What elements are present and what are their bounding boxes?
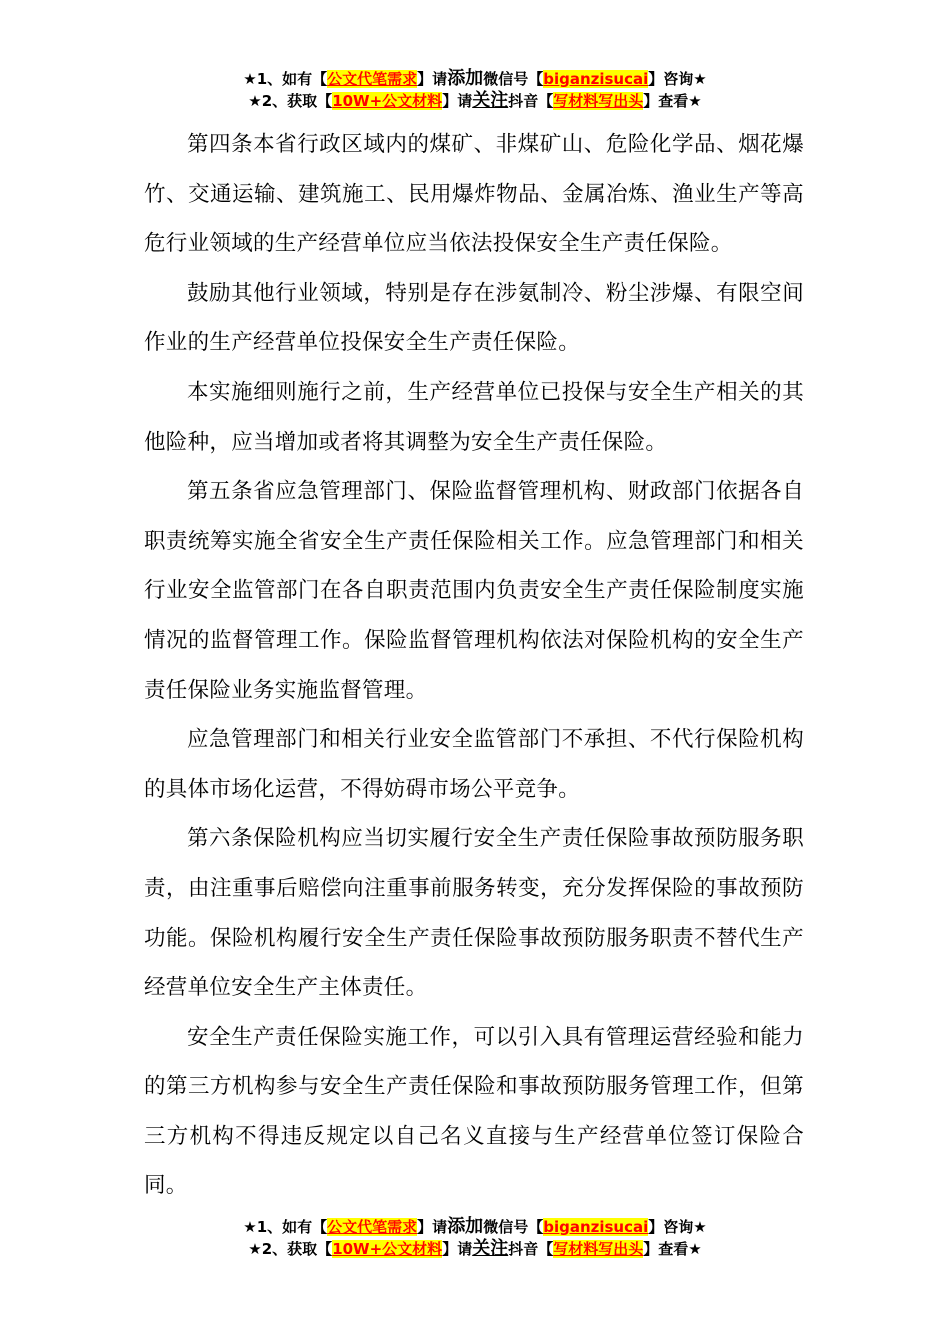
promo-line-2: ★2、获取【10W+公文材料】请关注抖音【写材料写出头】查看★ — [248, 90, 702, 111]
paragraph: 第六条保险机构应当切实履行安全生产责任保险事故预防服务职责，由注重事后赔偿向注重事前服务转变，充分发挥保险的事故预防功能。保险机构履行安全生产责任保险事故预防服务职责不替代生产经营单位安全生产主体责任。 — [144, 826, 804, 1001]
wechat-id: biganzisucai — [543, 1218, 649, 1236]
promo-banner-top — [0, 68, 950, 112]
promo-highlight: 公文代笔需求 — [327, 1218, 418, 1236]
paragraph: 安全生产责任保险实施工作，可以引入具有管理运营经验和能力的第三方机构参与安全生产责任保险和事故预防服务管理工作，但第三方机构不得违反规定以自己名义直接与生产经营单位签订保险合同。 — [144, 1024, 804, 1199]
douyin-account: 写材料写出头 — [553, 92, 644, 110]
paragraph: 本实施细则施行之前，生产经营单位已投保与安全生产相关的其他险种，应当增加或者将其调整为安全生产责任保险。 — [144, 379, 804, 455]
promo-highlight: 公文代笔需求 — [327, 70, 418, 88]
paragraph: 鼓励其他行业领域，特别是存在涉氨制冷、粉尘涉爆、有限空间作业的生产经营单位投保安全生产责任保险。 — [144, 280, 804, 356]
promo-banner-bottom — [0, 1216, 950, 1260]
promo-highlight: 10W+公文材料 — [332, 1240, 443, 1258]
promo-line-1: ★1、如有【公文代笔需求】请添加微信号【biganzisucai】咨询★ — [243, 68, 707, 89]
document-body — [144, 120, 804, 1211]
promo-highlight: 10W+公文材料 — [332, 92, 443, 110]
paragraph: 第五条省应急管理部门、保险监督管理机构、财政部门依据各自职责统筹实施全省安全生产责任保险相关工作。应急管理部门和相关行业安全监管部门在各自职责范围内负责安全生产责任保险制度实施情况的监督管理工作。保险监督管理机构依法对保险机构的安全生产责任保险业务实施监督管理。 — [144, 479, 804, 703]
wechat-id: biganzisucai — [543, 70, 649, 88]
promo-line-2: ★2、获取【10W+公文材料】请关注抖音【写材料写出头】查看★ — [248, 1238, 702, 1259]
promo-line-1: ★1、如有【公文代笔需求】请添加微信号【biganzisucai】咨询★ — [243, 1216, 707, 1237]
douyin-account: 写材料写出头 — [553, 1240, 644, 1258]
paragraph: 第四条本省行政区域内的煤矿、非煤矿山、危险化学品、烟花爆竹、交通运输、建筑施工、民用爆炸物品、金属冶炼、渔业生产等高危行业领域的生产经营单位应当依法投保安全生产责任保险。 — [144, 132, 804, 257]
paragraph: 应急管理部门和相关行业安全监管部门不承担、不代行保险机构的具体市场化运营，不得妨碍市场公平竞争。 — [144, 727, 804, 802]
